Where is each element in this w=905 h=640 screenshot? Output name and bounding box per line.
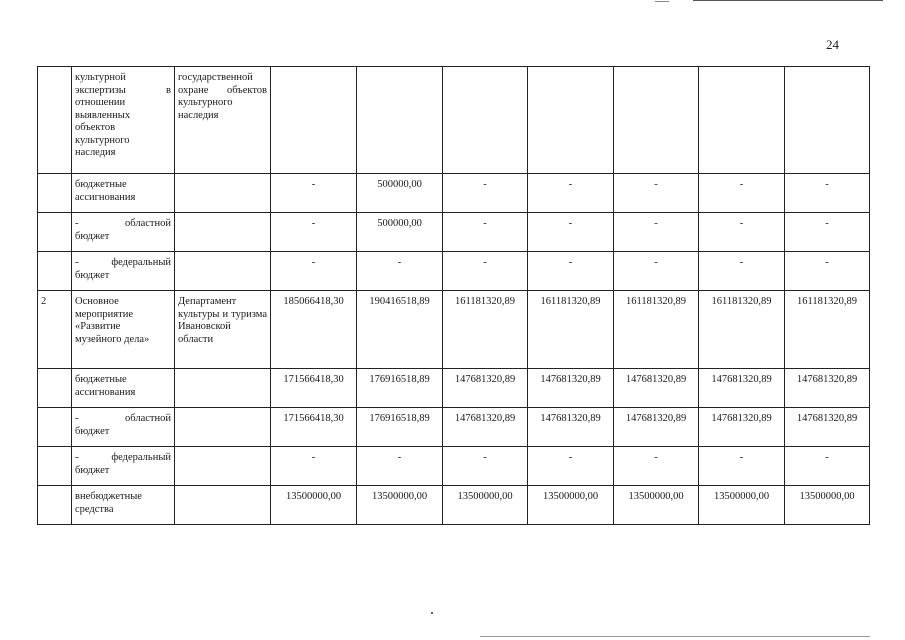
page-number: 24 bbox=[826, 37, 839, 52]
footer-rule bbox=[480, 636, 870, 637]
value-cell: - bbox=[699, 447, 785, 486]
header-rule bbox=[693, 0, 883, 1]
value-cell: 147681320,89 bbox=[614, 369, 699, 408]
row-number-cell bbox=[38, 67, 72, 174]
row-name-line: ассигнования bbox=[75, 191, 136, 203]
value-cell: - bbox=[614, 174, 699, 213]
value-cell: - bbox=[357, 447, 443, 486]
row-number-cell bbox=[38, 408, 72, 447]
value-cell: 161181320,89 bbox=[785, 291, 870, 369]
value-cell: 176916518,89 bbox=[357, 408, 443, 447]
value-cell: - bbox=[271, 447, 357, 486]
row-name-line: выявленных bbox=[75, 109, 131, 121]
value-cell: 161181320,89 bbox=[699, 291, 785, 369]
table-row bbox=[38, 213, 870, 252]
value-cell bbox=[443, 67, 528, 174]
value-cell bbox=[528, 67, 614, 174]
value-cell: 185066418,30 bbox=[271, 291, 357, 369]
row-executor-cell: государственной охране объектов культурного наследия bbox=[175, 67, 271, 174]
row-name-line: «Развитие bbox=[75, 321, 121, 332]
value-cell: - bbox=[443, 174, 528, 213]
value-cell: - bbox=[443, 213, 528, 252]
row-name-line: наследия bbox=[75, 147, 116, 158]
row-executor-cell bbox=[175, 252, 271, 291]
table-row bbox=[38, 291, 870, 369]
value-cell: - bbox=[785, 174, 870, 213]
value-cell: - bbox=[528, 252, 614, 291]
value-cell: 161181320,89 bbox=[528, 291, 614, 369]
footer-dot bbox=[431, 612, 433, 614]
value-cell: - bbox=[785, 447, 870, 486]
value-cell: 13500000,00 bbox=[271, 486, 357, 525]
value-cell: 161181320,89 bbox=[443, 291, 528, 369]
value-cell bbox=[357, 67, 443, 174]
row-name-cell bbox=[72, 408, 175, 447]
value-cell: 147681320,89 bbox=[443, 408, 528, 447]
value-cell: - bbox=[528, 447, 614, 486]
row-name-line: бюджет bbox=[75, 425, 110, 437]
row-name-line: - федеральный bbox=[75, 257, 171, 268]
row-name-line: бюджет bbox=[75, 269, 110, 281]
row-name-line: - федеральный bbox=[75, 452, 171, 463]
row-name-line: ассигнования bbox=[75, 386, 136, 398]
row-name-cell bbox=[72, 252, 175, 291]
row-name-cell bbox=[72, 67, 175, 174]
row-number-cell bbox=[38, 174, 72, 213]
value-cell: 500000,00 bbox=[357, 174, 443, 213]
row-name-line: бюджетные bbox=[75, 374, 127, 385]
row-executor-cell bbox=[175, 174, 271, 213]
value-cell: 171566418,30 bbox=[271, 408, 357, 447]
value-cell: - bbox=[271, 252, 357, 291]
value-cell: - bbox=[271, 213, 357, 252]
value-cell: - bbox=[699, 213, 785, 252]
row-executor-cell bbox=[175, 447, 271, 486]
value-cell: 13500000,00 bbox=[699, 486, 785, 525]
table-row bbox=[38, 486, 870, 525]
row-name-line: средства bbox=[75, 503, 114, 515]
value-cell: 176916518,89 bbox=[357, 369, 443, 408]
value-cell: - bbox=[614, 447, 699, 486]
row-name-line: бюджет bbox=[75, 464, 110, 476]
value-cell: 13500000,00 bbox=[443, 486, 528, 525]
row-number-cell bbox=[38, 252, 72, 291]
row-number-cell bbox=[38, 213, 72, 252]
row-number-cell: 2 bbox=[38, 291, 72, 369]
row-name-cell bbox=[72, 291, 175, 369]
value-cell: - bbox=[528, 174, 614, 213]
value-cell bbox=[271, 67, 357, 174]
value-cell bbox=[614, 67, 699, 174]
table-row bbox=[38, 447, 870, 486]
row-executor-cell bbox=[175, 213, 271, 252]
table-row bbox=[38, 252, 870, 291]
value-cell: - bbox=[785, 252, 870, 291]
value-cell: 13500000,00 bbox=[614, 486, 699, 525]
value-cell: 147681320,89 bbox=[614, 408, 699, 447]
row-name-line: внебюджетные bbox=[75, 491, 142, 502]
row-executor-cell bbox=[175, 486, 271, 525]
value-cell bbox=[699, 67, 785, 174]
row-number-cell bbox=[38, 447, 72, 486]
value-cell: - bbox=[614, 213, 699, 252]
row-executor-cell bbox=[175, 369, 271, 408]
table-row bbox=[38, 369, 870, 408]
value-cell: 147681320,89 bbox=[528, 369, 614, 408]
value-cell: - bbox=[699, 174, 785, 213]
value-cell: - bbox=[528, 213, 614, 252]
value-cell: 147681320,89 bbox=[699, 408, 785, 447]
value-cell: 500000,00 bbox=[357, 213, 443, 252]
row-executor-cell bbox=[175, 408, 271, 447]
row-name-line: - областной bbox=[75, 218, 171, 229]
row-name-line: культурной bbox=[75, 72, 126, 83]
value-cell: 147681320,89 bbox=[785, 369, 870, 408]
value-cell: 147681320,89 bbox=[785, 408, 870, 447]
row-name-line: объектов bbox=[75, 122, 116, 133]
row-number-cell bbox=[38, 369, 72, 408]
row-number-cell bbox=[38, 486, 72, 525]
value-cell: 190416518,89 bbox=[357, 291, 443, 369]
value-cell: 147681320,89 bbox=[528, 408, 614, 447]
budget-table bbox=[37, 66, 870, 525]
row-name-line: отношении bbox=[75, 97, 126, 108]
budget-table-body bbox=[38, 67, 870, 525]
row-name-line: мероприятие bbox=[75, 308, 133, 320]
value-cell: - bbox=[443, 252, 528, 291]
table-row bbox=[38, 174, 870, 213]
row-name-cell bbox=[72, 447, 175, 486]
table-row bbox=[38, 67, 870, 174]
row-name-line: экспертизы в bbox=[75, 84, 171, 96]
value-cell: 13500000,00 bbox=[357, 486, 443, 525]
value-cell: 171566418,30 bbox=[271, 369, 357, 408]
row-name-cell bbox=[72, 369, 175, 408]
row-name-line: - областной bbox=[75, 413, 171, 424]
row-name-cell bbox=[72, 486, 175, 525]
value-cell: 147681320,89 bbox=[699, 369, 785, 408]
value-cell: 161181320,89 bbox=[614, 291, 699, 369]
value-cell bbox=[785, 67, 870, 174]
value-cell: - bbox=[785, 213, 870, 252]
row-name-line: бюджетные bbox=[75, 179, 127, 190]
row-name-line: музейного дела» bbox=[75, 333, 150, 345]
value-cell: - bbox=[271, 174, 357, 213]
header-rule-short bbox=[655, 1, 669, 2]
value-cell: - bbox=[699, 252, 785, 291]
row-name-cell bbox=[72, 213, 175, 252]
value-cell: 13500000,00 bbox=[528, 486, 614, 525]
table-row bbox=[38, 408, 870, 447]
row-name-line: Основное bbox=[75, 296, 119, 307]
row-executor-cell: Департамент культуры и туризма Ивановской области bbox=[175, 291, 271, 369]
row-name-line: бюджет bbox=[75, 230, 110, 242]
value-cell: 147681320,89 bbox=[443, 369, 528, 408]
value-cell: - bbox=[443, 447, 528, 486]
value-cell: - bbox=[614, 252, 699, 291]
row-name-cell bbox=[72, 174, 175, 213]
row-name-line: культурного bbox=[75, 134, 130, 146]
value-cell: - bbox=[357, 252, 443, 291]
value-cell: 13500000,00 bbox=[785, 486, 870, 525]
